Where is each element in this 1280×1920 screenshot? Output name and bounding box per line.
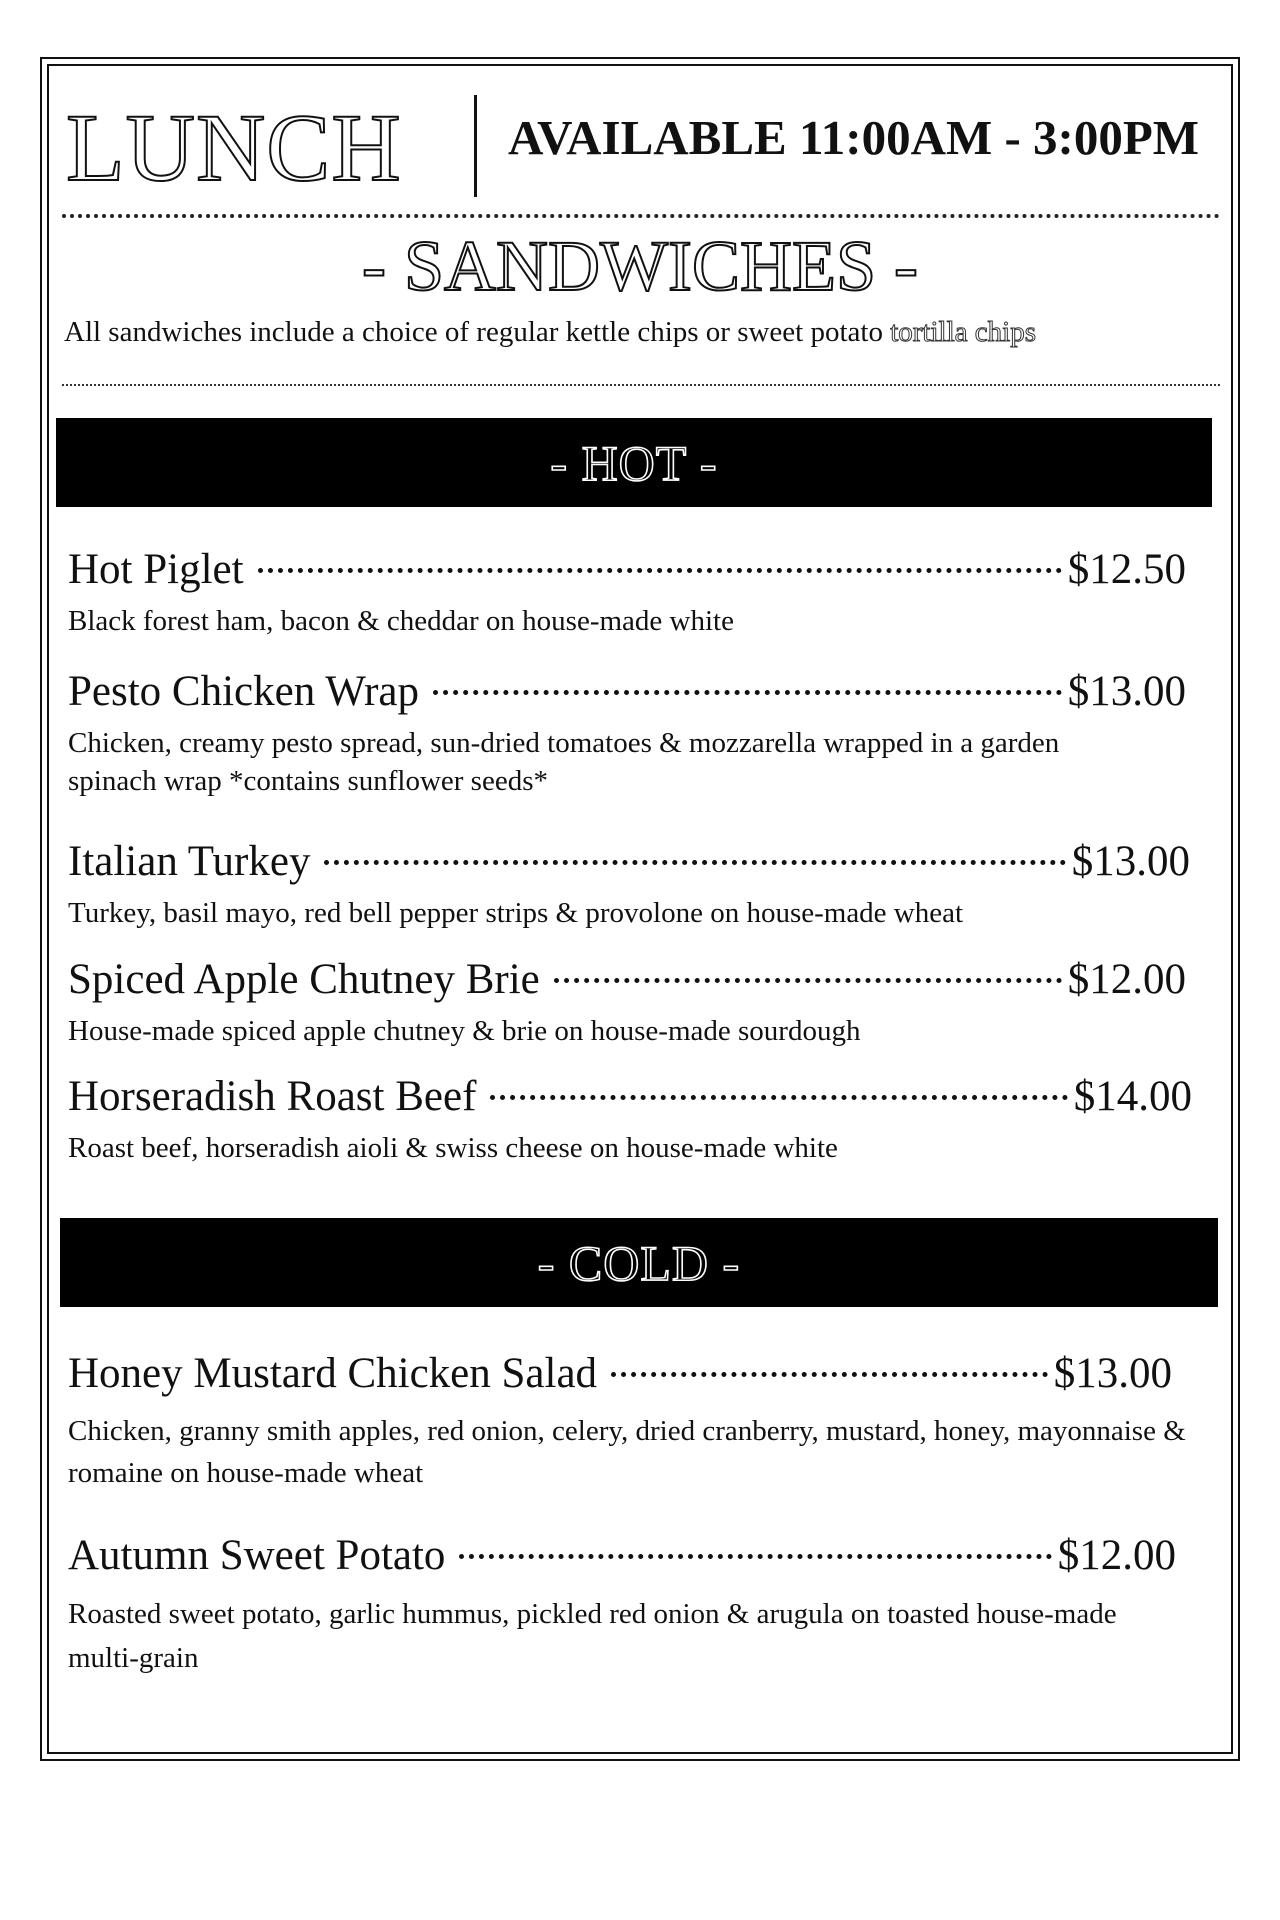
menu-item-description: Chicken, granny smith apples, red onion, celery, dried cranberry, mustard, honey, mayonnaise & romaine on house-made wheat: [68, 1415, 1186, 1489]
menu-item-price: $13.00: [1071, 838, 1190, 885]
dotted-divider-top: [62, 214, 1220, 218]
menu-item-description: Black forest ham, bacon & cheddar on house-made white: [68, 605, 734, 637]
menu-item-description: Turkey, basil mayo, red bell pepper strips & provolone on house-made wheat: [68, 897, 964, 929]
menu-item-price: $12.00: [1057, 1532, 1176, 1579]
menu-item-name: Hot Piglet: [68, 546, 244, 593]
dot-leader: [433, 690, 1062, 695]
menu-item-description: Roast beef, horseradish aioli & swiss cheese on house-made white: [68, 1132, 838, 1164]
menu-item-description: Chicken, creamy pesto spread, sun-dried tomatoes & mozzarella wrapped in a garden spinach wrap *contains sunflower seeds*: [68, 727, 1060, 797]
menu-item-name: Spiced Apple Chutney Brie: [68, 956, 540, 1003]
subtitle-text: All sandwiches include a choice of regular kettle chips or sweet potato: [64, 316, 891, 348]
menu-item-row: [68, 548, 1186, 591]
dot-leader: [258, 568, 1062, 573]
menu-item-row: [68, 1352, 1172, 1395]
menu-item-name: Honey Mustard Chicken Salad: [68, 1350, 598, 1397]
menu-item-price: $14.00: [1073, 1073, 1192, 1120]
dot-leader: [324, 860, 1065, 865]
menu-item-name: Pesto Chicken Wrap: [68, 668, 419, 715]
hot-section-header: [56, 418, 1212, 507]
hot-section-label: - HOT -: [550, 434, 718, 491]
hours-text: AVAILABLE 11:00AM - 3:00PM: [508, 110, 1200, 165]
menu-item-name: Horseradish Roast Beef: [68, 1073, 477, 1120]
menu-item-name: Autumn Sweet Potato: [68, 1532, 446, 1579]
menu-item-name: Italian Turkey: [68, 838, 311, 885]
menu-item-row: [68, 1075, 1192, 1118]
section-title: - SANDWICHES -: [362, 226, 918, 306]
cold-section-label: - COLD -: [537, 1234, 741, 1291]
cold-section-header: [60, 1218, 1218, 1307]
menu-item-price: $13.00: [1053, 1350, 1172, 1397]
dotted-divider-bottom: [62, 384, 1220, 386]
menu-item-row: [68, 1534, 1176, 1577]
subtitle-outlined-text: tortilla chips: [890, 316, 1036, 348]
page-title: LUNCH: [66, 94, 402, 201]
dot-leader: [490, 1095, 1067, 1100]
menu-item-row: [68, 840, 1190, 883]
menu-item-price: $13.00: [1067, 668, 1186, 715]
menu-item-description: Roasted sweet potato, garlic hummus, pickled red onion & arugula on toasted house-made multi-grain: [68, 1598, 1117, 1674]
menu-item-row: [68, 958, 1186, 1001]
menu-item-row: [68, 670, 1186, 713]
dot-leader: [459, 1554, 1051, 1559]
dot-leader: [611, 1372, 1048, 1377]
menu-item-description: House-made spiced apple chutney & brie on house-made sourdough: [68, 1015, 861, 1047]
menu-item-price: $12.50: [1067, 546, 1186, 593]
section-subtitle: [64, 318, 1036, 347]
dot-leader: [554, 978, 1062, 983]
menu-item-price: $12.00: [1067, 956, 1186, 1003]
title-divider: [474, 95, 477, 197]
